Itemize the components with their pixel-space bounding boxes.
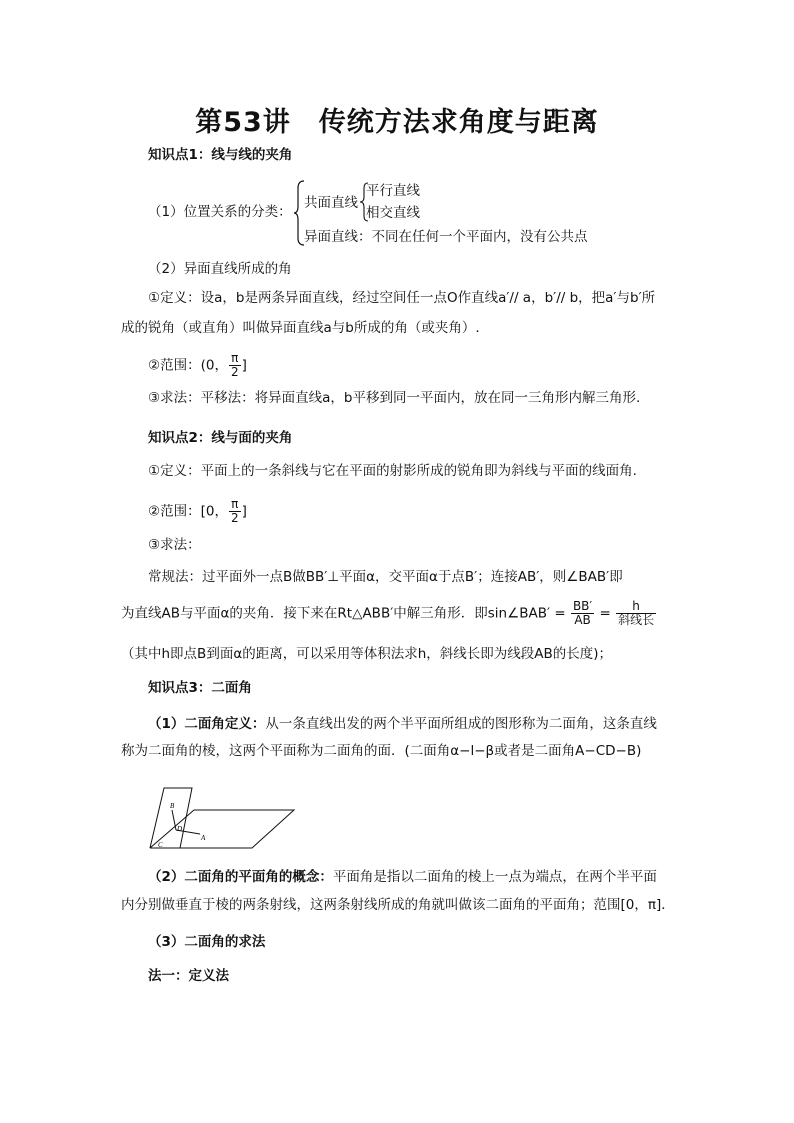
kp1-def-line1: ①定义：设a，b是两条异面直线，经过空间任一点O作直线a′// a，b′// b，把a′与b′所	[148, 290, 656, 306]
kp3-def-line1	[148, 715, 657, 733]
kp2-frac1-num: BB′	[572, 599, 593, 613]
kp1-method: ③求法：平移法：将异面直线a，b平移到同一平面内，放在同一三角形内解三角形.	[148, 390, 641, 406]
kp2-range-suffix: ]	[241, 503, 247, 520]
vertical-half-plane	[150, 788, 192, 848]
parallel-label: 平行直线	[366, 183, 420, 199]
kp1-def-line2: 成的锐角（或直角）叫做异面直线a与b所成的角（或夹角）.	[121, 320, 480, 336]
kp1-range-prefix: ②范围：(0，	[148, 357, 228, 374]
kp2-range-den: 2	[230, 511, 239, 525]
skew-label: 异面直线：不同在任何一个平面内，没有公共点	[304, 229, 588, 245]
kp2-eq: =	[599, 605, 611, 622]
kp1-range	[148, 352, 247, 379]
kp2-range	[148, 498, 247, 525]
kp2-regular-line1: 常规法：过平面外一点B做BB′⊥平面α，交平面α于点B′；连接AB′，则∠BAB′即	[148, 569, 623, 585]
kp2-note: （其中h即点B到面α的距离，可以采用等体积法求h，斜线长即为线段AB的长度)；	[121, 646, 613, 662]
figure-label-a: A	[201, 834, 206, 842]
kp3-def-line1-bold: （1）二面角定义：	[148, 716, 266, 732]
figure-label-d: D	[177, 825, 183, 833]
kp2-regular-line2-prefix: 为直线AB与平面α的夹角．接下来在Rt△ABB′中解三角形．即sin∠BAB′ =	[121, 605, 566, 622]
kp2-regular-line2	[121, 600, 657, 627]
kp3-plane-angle-bold: （2）二面角的平面角的概念：	[148, 869, 333, 885]
kp3-plane-angle-line1	[148, 868, 657, 886]
kp3-heading: 知识点3：二面角	[148, 680, 252, 696]
kp2-range-fraction	[229, 498, 241, 525]
kp3-def-line1-text: 从一条直线出发的两个半平面所组成的图形称为二面角，这条直线	[265, 716, 657, 732]
kp2-range-prefix: ②范围：[0，	[148, 503, 228, 520]
kp2-frac2-den: 斜线长	[618, 613, 655, 627]
coplanar-label: 共面直线	[304, 195, 358, 211]
kp2-def: ①定义：平面上的一条斜线与它在平面的射影所成的锐角即为斜线与平面的线面角.	[148, 463, 637, 479]
kp2-method: ③求法：	[148, 537, 201, 553]
kp1-heading: 知识点1：线与线的夹角	[148, 147, 293, 163]
kp2-frac1-den: AB	[574, 613, 591, 627]
kp1-sub2: （2）异面直线所成的角	[148, 261, 292, 277]
horizontal-half-plane	[150, 810, 294, 848]
kp1-range-fraction	[229, 352, 241, 379]
figure-label-c: C	[158, 841, 163, 849]
kp2-range-num: π	[229, 498, 241, 512]
kp2-fraction-1	[571, 600, 594, 627]
kp3-plane-angle-line1-text: 平面角是指以二面角的棱上一点为端点，在两个半平面	[332, 869, 657, 885]
kp3-plane-angle-line2: 内分别做垂直于棱的两条射线，这两条射线所成的角就叫做该二面角的平面角；范围[0，π]．	[121, 897, 675, 913]
kp3-method1: 法一：定义法	[148, 968, 229, 984]
kp2-frac2-num: h	[616, 600, 656, 614]
figure-label-b: B	[170, 802, 175, 810]
page-title: 第53讲 传统方法求角度与距离	[195, 107, 599, 138]
kp1-range-den: 2	[230, 365, 239, 379]
dihedral-angle-figure	[140, 772, 300, 852]
kp1-range-num: π	[229, 352, 241, 366]
kp3-def-line2: 称为二面角的棱，这两个平面称为二面角的面．(二面角α−l−β或者是二面角A−CD−B)	[121, 743, 642, 759]
intersect-label: 相交直线	[366, 205, 420, 221]
kp1-class-label: （1）位置关系的分类：	[148, 204, 292, 220]
kp2-heading: 知识点2：线与面的夹角	[148, 430, 293, 446]
kp2-fraction-2	[616, 600, 656, 627]
kp1-range-suffix: ]	[241, 357, 247, 374]
kp3-sub3: （3）二面角的求法	[148, 934, 266, 950]
